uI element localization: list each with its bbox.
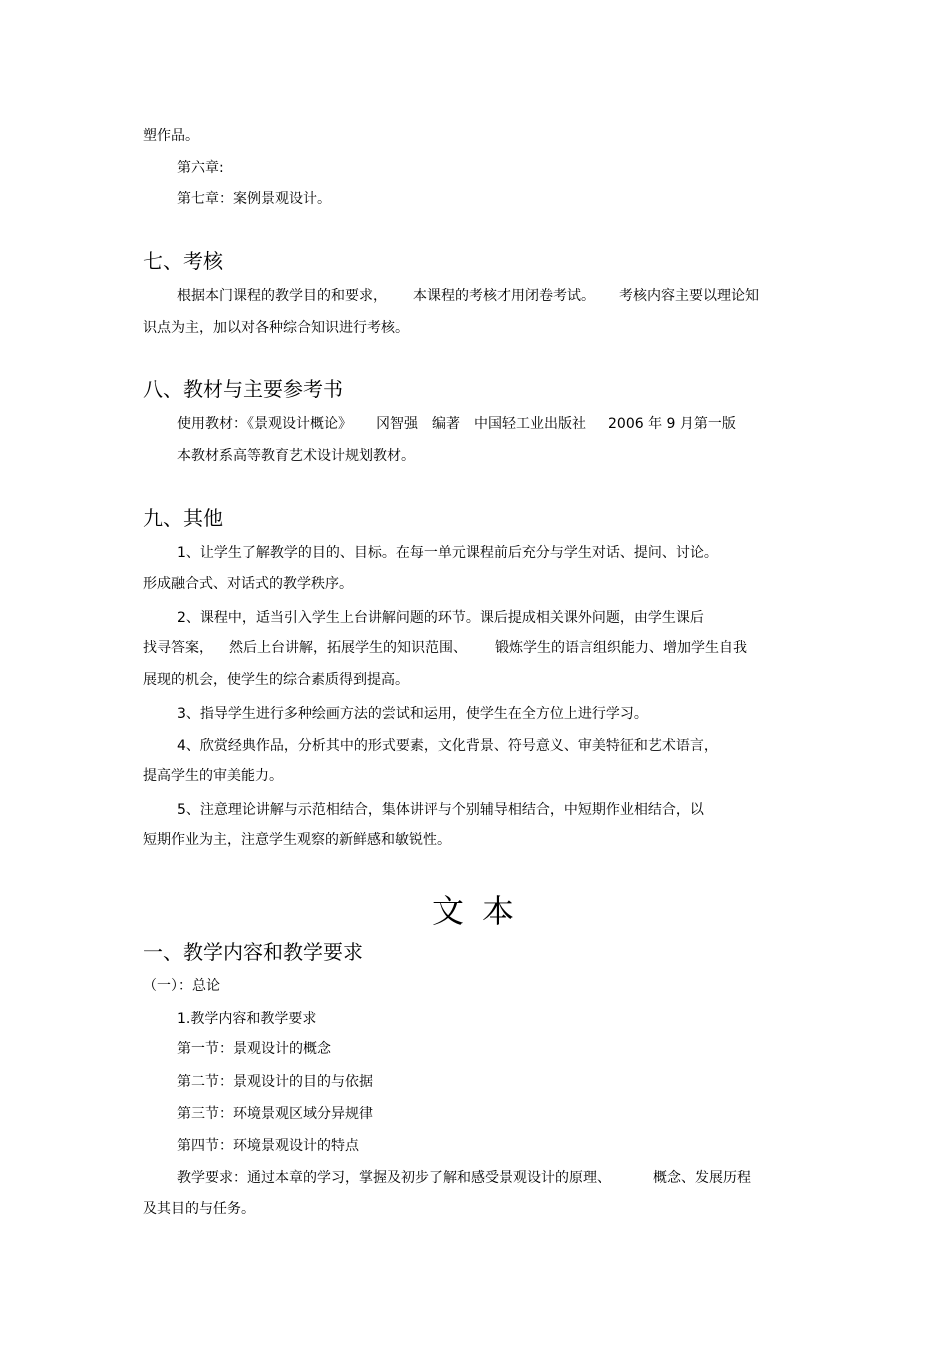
text-line: 5、注意理论讲解与示范相结合，集体讲评与个别辅导相结合，中短期作业相结合，以: [177, 802, 704, 818]
text-line: 提高学生的审美能力。: [143, 768, 283, 784]
text-line: 1.教学内容和教学要求: [177, 1011, 317, 1027]
page-title: 文本: [432, 892, 533, 930]
text-line: 第六章:: [177, 160, 224, 176]
text-line: 第二节：景观设计的目的与依据: [177, 1074, 373, 1090]
text-span: 找寻答案，: [143, 640, 213, 656]
text-line: 第七章：案例景观设计。: [177, 191, 331, 207]
text-span: 根据本门课程的教学目的和要求，: [177, 288, 387, 304]
subsection-heading: （一）：总论: [143, 978, 220, 994]
text-line: 及其目的与任务。: [143, 1201, 255, 1217]
text-line: 第一节：景观设计的概念: [177, 1041, 331, 1057]
text-span: 冈智强 编著 中国轻工业出版社: [376, 416, 586, 432]
text-line: 展现的机会，使学生的综合素质得到提高。: [143, 672, 409, 688]
section-heading: 九、其他: [143, 506, 223, 530]
text-line: [177, 287, 759, 305]
text-line: 1、让学生了解教学的目的、目标。在每一单元课程前后充分与学生对话、提问、讨论。: [177, 545, 718, 561]
text-line: [177, 415, 736, 433]
text-span: 锻炼学生的语言组织能力、增加学生自我: [495, 640, 747, 656]
text-line: 2、课程中，适当引入学生上台讲解问题的环节。课后提成相关课外问题，由学生课后: [177, 610, 704, 626]
section-heading: 七、考核: [143, 249, 223, 273]
text-line: 识点为主，加以对各种综合知识进行考核。: [143, 320, 409, 336]
text-line: 塑作品。: [143, 128, 199, 144]
section-heading: 一、教学内容和教学要求: [143, 940, 363, 964]
text-line: 本教材系高等教育艺术设计规划教材。: [177, 448, 415, 464]
text-line: 4、欣赏经典作品，分析其中的形式要素，文化背景、符号意义、审美特征和艺术语言，: [177, 738, 718, 754]
text-line: 短期作业为主，注意学生观察的新鲜感和敏锐性。: [143, 832, 451, 848]
section-heading: 八、教材与主要参考书: [143, 377, 343, 401]
text-line: 第四节：环境景观设计的特点: [177, 1138, 359, 1154]
text-line: 3、指导学生进行多种绘画方法的尝试和运用，使学生在全方位上进行学习。: [177, 706, 648, 722]
text-line: 第三节：环境景观区域分异规律: [177, 1106, 373, 1122]
text-span: 教学要求：通过本章的学习，掌握及初步了解和感受景观设计的原理、: [177, 1170, 611, 1186]
text-span: 本课程的考核才用闭卷考试。: [413, 288, 595, 304]
text-line: 形成融合式、对话式的教学秩序。: [143, 576, 353, 592]
text-line: [143, 639, 747, 657]
text-span: 2006 年 9 月第一版: [608, 416, 736, 432]
text-span: 然后上台讲解，拓展学生的知识范围、: [229, 640, 467, 656]
text-span: 使用教材：《景观设计概论》: [177, 416, 352, 432]
text-line: [177, 1169, 751, 1187]
text-span: 概念、发展历程: [653, 1170, 751, 1186]
text-span: 考核内容主要以理论知: [619, 288, 759, 304]
